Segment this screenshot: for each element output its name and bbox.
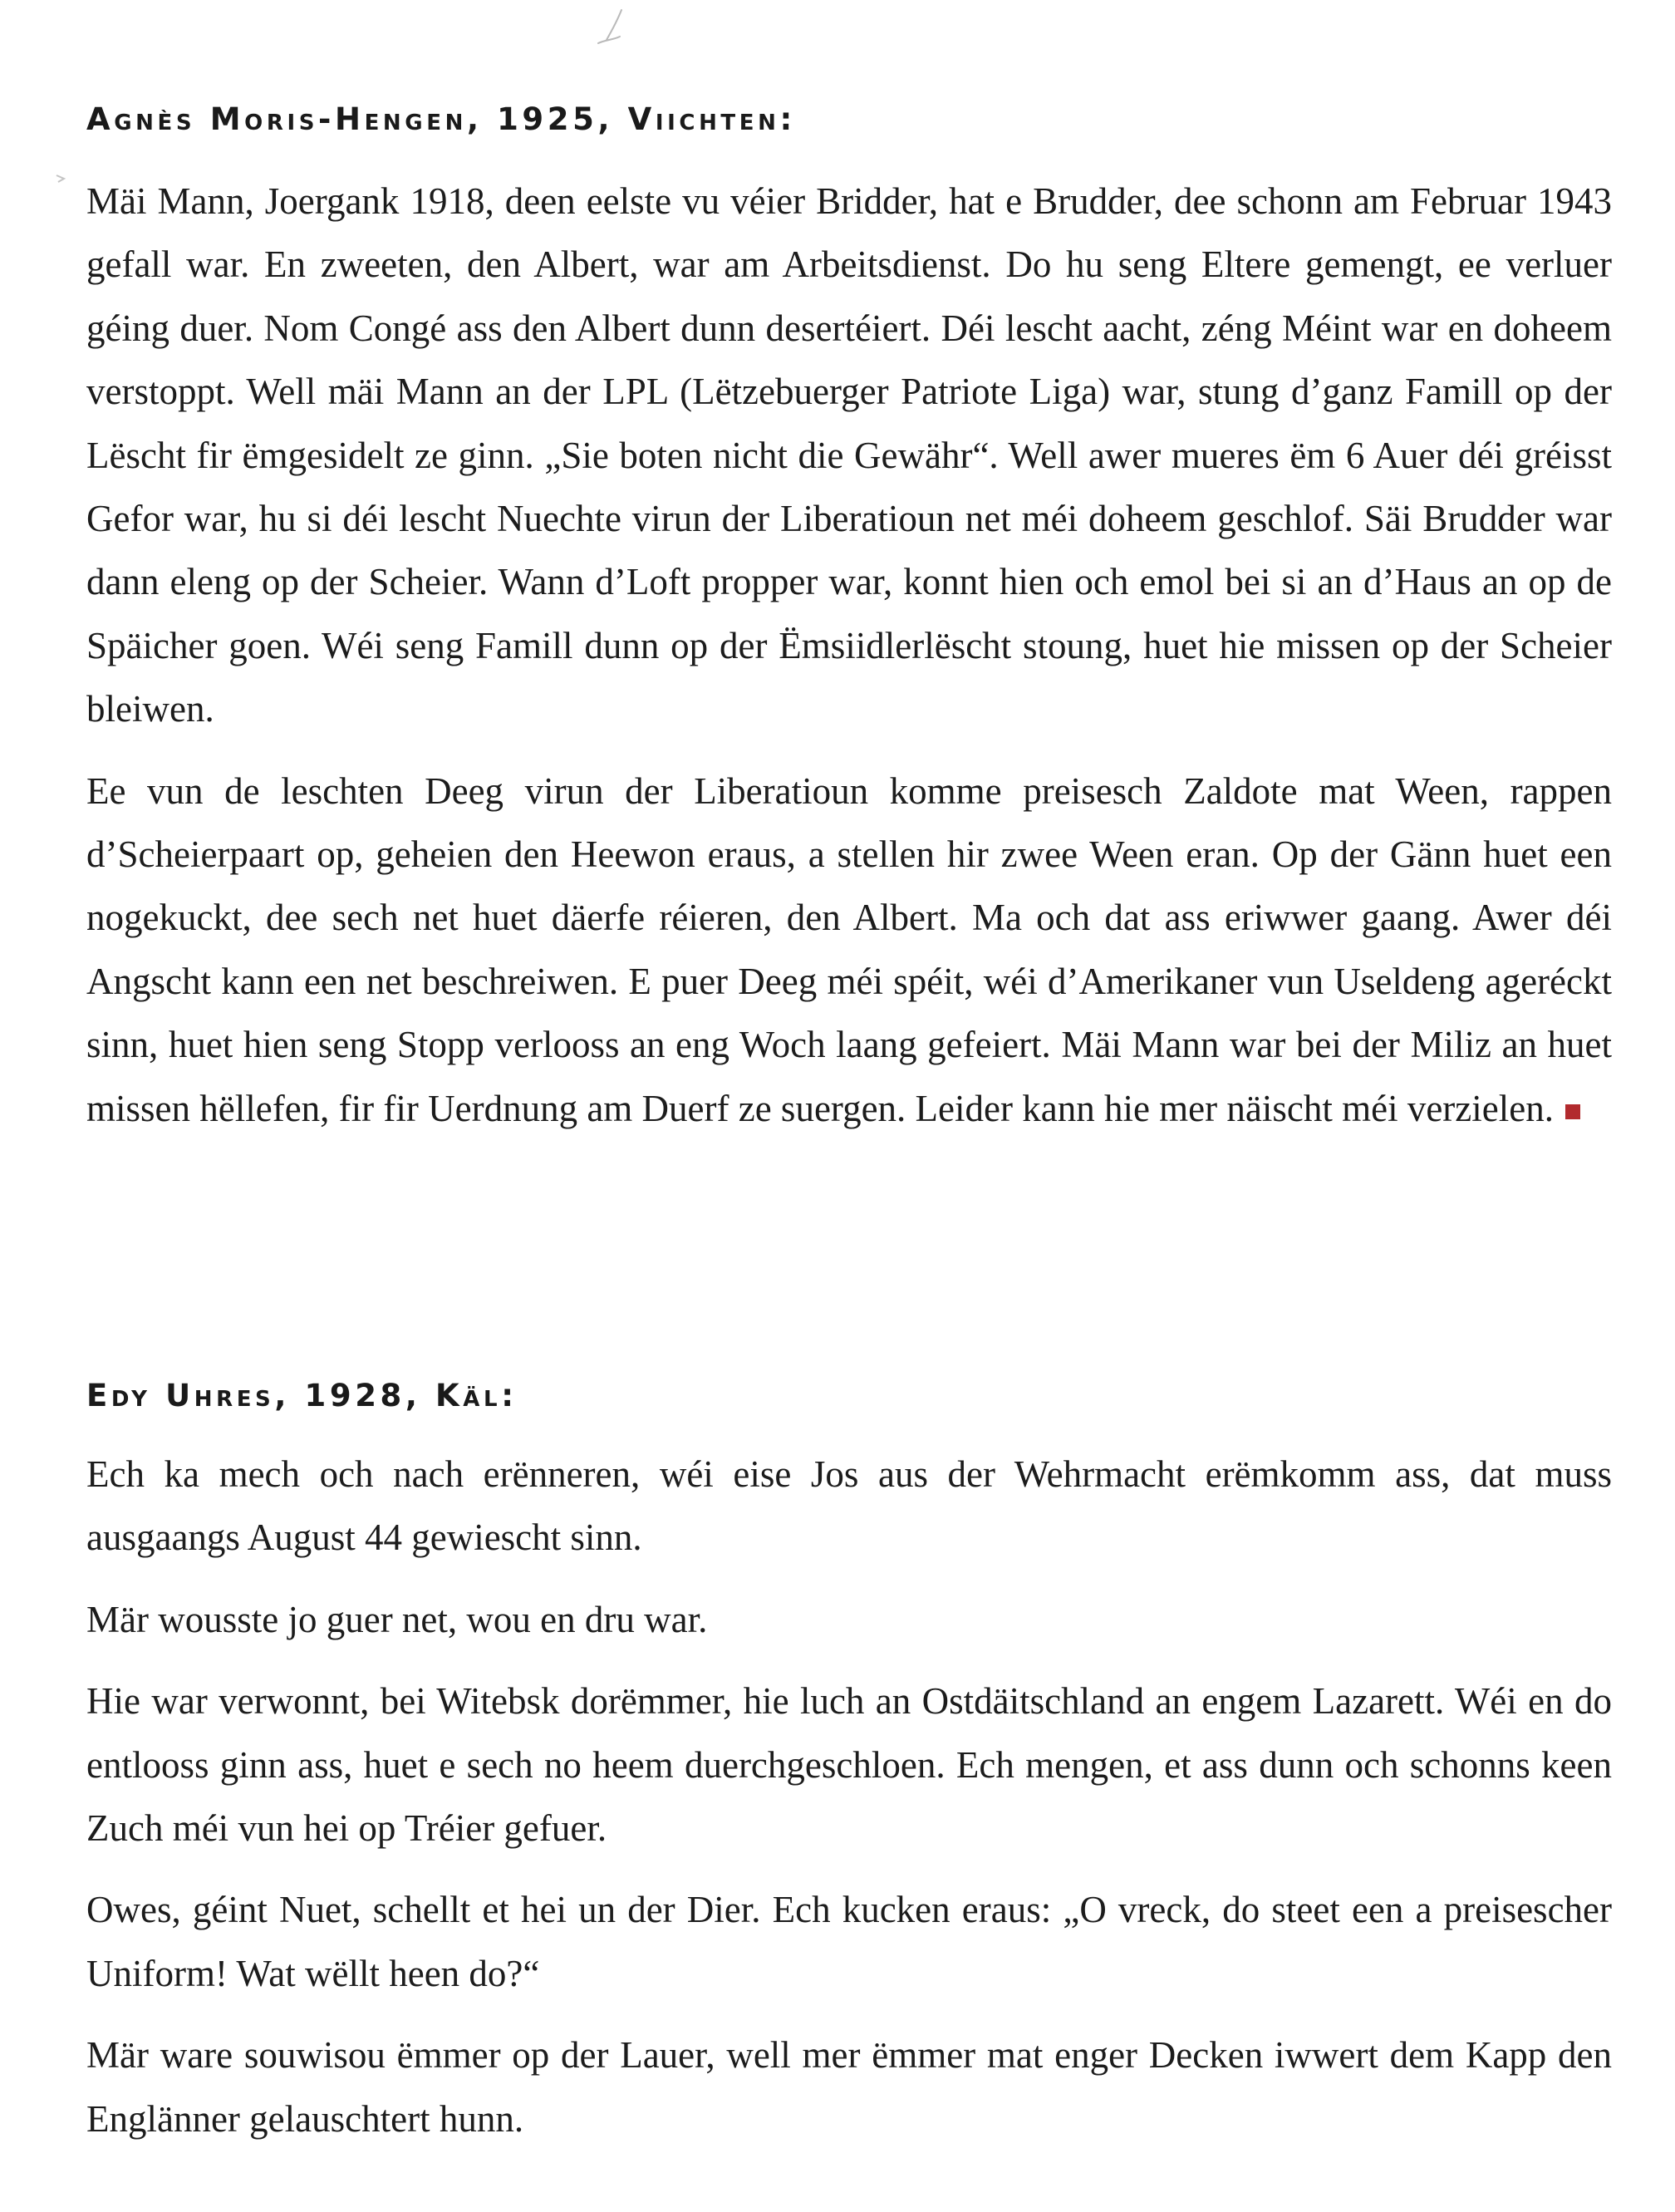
testimony-paragraph: Mär ware souwisou ëmmer op der Lauer, well mer ëmmer mat enger Decken iwwert dem Kapp den Englänner gelauschtert hunn.	[86, 2034, 1612, 2140]
end-of-article-square-icon	[1565, 1104, 1580, 1119]
testimony-paragraph: Hie war verwonnt, bei Witebsk dorëmmer, hie luch an Ostdäitschland an engem Lazarett. Wéi en do entlooss ginn ass, huet e sech no heem duerchgeschloen. Ech mengen, et ass dunn och schonns keen Zuch méi vun hei op Tréier gefuer.	[86, 1680, 1612, 1850]
testimony-paragraph-text: Ee vun de leschten Deeg virun der Liberatioun komme preisesch Zaldote mat Ween, rappen d’Scheierpaart op, geheien den Heewon eraus, a stellen hir zwee Ween eran. Op der Gänn huet een nogekuckt, dee sech net huet däerfe réieren, den Albert. Ma och dat ass eriwwer gaang. Awer déi Angscht kann een net beschreiwen. E puer Deeg méi spéit, wéi d’Amerikaner vun Useldeng ageréckt sinn, huet hien seng Stopp verlooss an eng Woch laang gefeiert. Mäi Mann war bei der Miliz an huet missen hëllefen, fir fir Uerdnung am Duerf ze suergen. Leider kann hie mer näischt méi verzielen.	[86, 769, 1612, 1129]
pen-stroke-mark	[588, 7, 630, 57]
scan-speck-mark	[55, 173, 66, 184]
testimony-uhres	[86, 1378, 1612, 2169]
testimony-heading: Edy Uhres, 1928, Käl:	[86, 1378, 518, 1413]
testimony-paragraph-final	[86, 759, 1612, 1140]
testimony-paragraph: Mäi Mann, Joergank 1918, deen eelste vu véier Bridder, hat e Brudder, dee schonn am Februar 1943 gefall war. En zweeten, den Albert, war am Arbeitsdienst. Do hu seng Eltere gemengt, ee verluer géing duer. Nom Congé ass den Albert dunn desertéiert. Déi lescht aacht, zéng Méint war en doheem verstoppt. Well mäi Mann an der LPL (Lëtzebuerger Patriote Liga) war, stung d’ganz Famill op der Lëscht fir ëmgesidelt ze ginn. „Sie boten nicht die Gewähr“. Well awer mueres ëm 6 Auer déi gréisst Gefor war, hu si déi lescht Nuechte virun der Liberatioun net méi doheem geschlof. Säi Brudder war dann eleng op der Scheier. Wann d’Loft propper war, konnt hien och emol bei si an d’Haus an op de Späicher goen. Wéi seng Famill dunn op der Ëmsiidlerlëscht stoung, huet hie missen op der Scheier bleiwen.	[86, 180, 1612, 730]
testimony-heading: Agnès Moris-Hengen, 1925, Viichten:	[86, 101, 796, 137]
testimony-paragraph: Mär wousste jo guer net, wou en dru war.	[86, 1598, 708, 1640]
testimony-paragraph: Ech ka mech och nach erënneren, wéi eise Jos aus der Wehrmacht erëmkomm ass, dat muss ausgaangs August 44 gewiescht sinn.	[86, 1453, 1612, 1559]
testimony-moris-hengen	[86, 101, 1612, 1158]
testimony-paragraph: Owes, géint Nuet, schellt et hei un der Dier. Ech kucken eraus: „O vreck, do steet een a preisescher Uniform! Wat wëllt heen do?“	[86, 1889, 1612, 1994]
